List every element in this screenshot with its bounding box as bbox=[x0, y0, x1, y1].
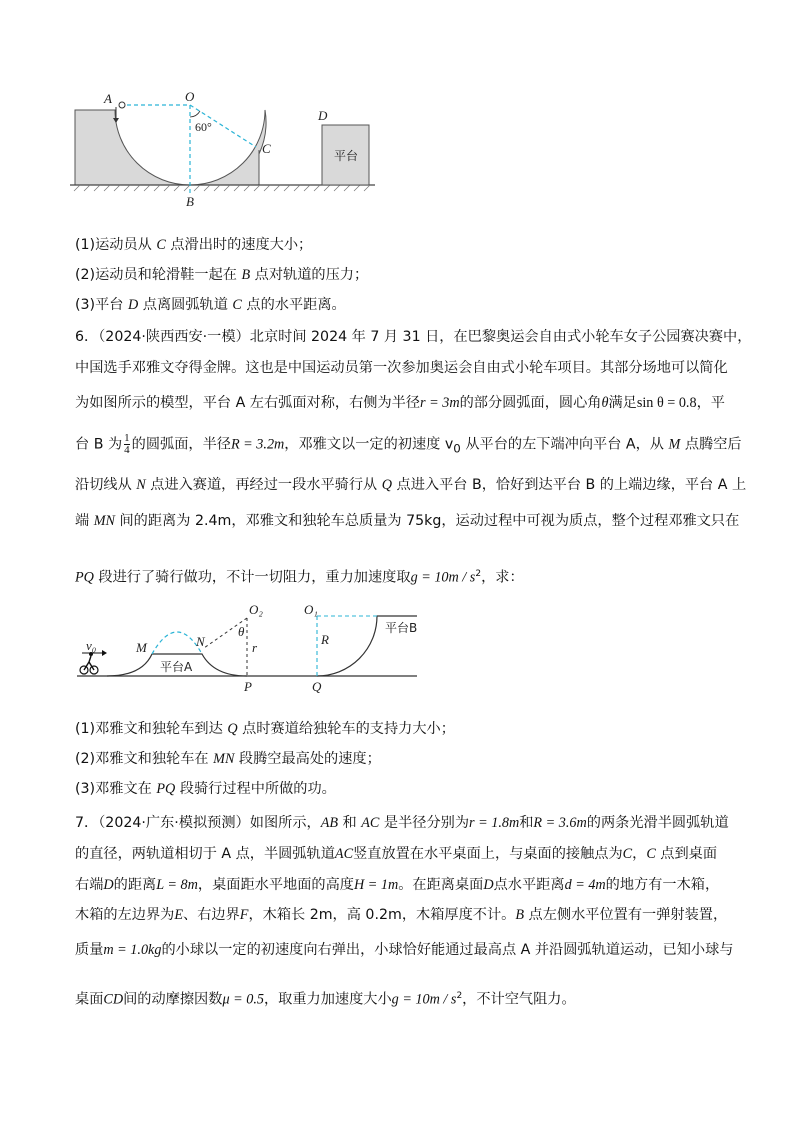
track-block bbox=[75, 110, 266, 185]
text: ，桌面距水平地面的高度 bbox=[197, 877, 354, 893]
var: Q bbox=[381, 477, 393, 493]
text: ，求： bbox=[481, 569, 524, 586]
text: 是半径分别为 bbox=[379, 815, 470, 831]
text: 中国选手邓雅文夺得金牌。这也是中国运动员第一次参加奥运会自由式小轮车项目。其部分场地可以简化 bbox=[75, 360, 728, 376]
part-text: 段腾空最高处的速度； bbox=[234, 751, 381, 767]
text: 、右边界 bbox=[183, 907, 240, 923]
subscript: 0 bbox=[453, 441, 461, 456]
part-number: (2) bbox=[75, 267, 96, 283]
q6-line-2 bbox=[75, 357, 755, 379]
question-number: 6． bbox=[75, 329, 99, 345]
text: 的小球以一定的初速度向右弹出，小球恰好能通过最高点 A 并沿圆弧轨道运动，已知小球与 bbox=[161, 942, 734, 958]
formula: sin θ = 0.8 bbox=[636, 395, 697, 411]
q7-line-5 bbox=[75, 939, 755, 961]
question-source: （2024·陕西西安·一模） bbox=[98, 329, 250, 345]
label-m: M bbox=[136, 640, 147, 655]
text: 桌面 bbox=[75, 991, 104, 1008]
q6-line-1 bbox=[75, 326, 755, 348]
part-text: 点离圆弧轨道 bbox=[138, 297, 233, 313]
text: 。在距离桌面 bbox=[398, 877, 484, 893]
formula: g = 10m / s bbox=[410, 569, 476, 586]
part-text: 平台 bbox=[95, 297, 128, 313]
text: ，木箱长 2m，高 0.2m，木箱厚度不计。 bbox=[248, 907, 516, 923]
var: N bbox=[136, 477, 146, 493]
var: C bbox=[622, 846, 633, 862]
part-text: 运动员和轮滑鞋一起在 bbox=[95, 267, 242, 283]
label-n: N bbox=[196, 634, 205, 649]
skater-icon bbox=[119, 102, 125, 108]
label-v0: v₀ bbox=[86, 638, 97, 653]
part-number: (2) bbox=[75, 751, 96, 767]
angle-arc bbox=[190, 111, 200, 117]
var: AC bbox=[361, 815, 380, 831]
text: 的距离 bbox=[113, 877, 157, 893]
part-var: MN bbox=[213, 751, 235, 767]
var: D bbox=[103, 877, 114, 893]
question-source: （2024·广东·模拟预测） bbox=[98, 815, 250, 831]
text: 质量 bbox=[75, 942, 104, 958]
q6-line-7 bbox=[75, 563, 755, 589]
var: C bbox=[646, 846, 656, 862]
formula: H = 1m bbox=[353, 877, 399, 893]
label-platform: 平台 bbox=[334, 149, 359, 163]
q6-line-6 bbox=[75, 510, 755, 532]
text: 为如图所示的模型，平台 A 左右弧面对称，右侧为半径 bbox=[75, 395, 421, 411]
text: 如图所示， bbox=[249, 815, 321, 831]
text: 沿切线从 bbox=[75, 477, 137, 493]
part-text: 点时赛道给独轮车的支持力大小； bbox=[237, 721, 455, 737]
q5-part-2 bbox=[75, 264, 755, 286]
var: F bbox=[239, 907, 249, 923]
label-o1: O₁ bbox=[304, 602, 318, 617]
part-var: D bbox=[128, 297, 139, 313]
text: 木箱的左边界为 bbox=[75, 907, 175, 923]
formula: R = 3.2m bbox=[230, 436, 285, 453]
var: PQ bbox=[75, 569, 94, 586]
label-d: D bbox=[318, 108, 328, 123]
label-q: Q bbox=[312, 679, 322, 694]
label-r: r bbox=[252, 640, 258, 655]
numerator: 1 bbox=[124, 432, 130, 444]
text: ， bbox=[632, 846, 647, 862]
formula: R = 3.6m bbox=[533, 815, 587, 831]
text: ，邓雅文以一定的初速度 v bbox=[284, 436, 454, 453]
text: 间的距离为 2.4m，邓雅文和独轮车总质量为 75kg，运动过程中可视为质点，整个过程邓雅文只在 bbox=[114, 513, 740, 529]
label-b: B bbox=[186, 194, 194, 209]
text: 和 bbox=[338, 815, 362, 831]
q5-part-1 bbox=[75, 234, 755, 256]
q6-line-3 bbox=[75, 392, 755, 414]
text: 段进行了骑行做功，不计一切阻力，重力加速度取 bbox=[93, 569, 411, 586]
label-platform-a: 平台A bbox=[160, 660, 193, 674]
label-platform-b: 平台B bbox=[385, 621, 418, 635]
var: E bbox=[174, 907, 183, 923]
text: 北京时间 2024 年 7 月 31 日，在巴黎奥运会自由式小轮车女子公园赛决赛中， bbox=[249, 329, 752, 345]
text: 的圆弧面，半径 bbox=[131, 436, 231, 453]
part-text: 运动员从 bbox=[95, 237, 157, 253]
var: D bbox=[483, 877, 494, 893]
part-number: (3) bbox=[75, 297, 96, 313]
q6-part-3 bbox=[75, 778, 755, 800]
jump-arc bbox=[152, 632, 202, 654]
text: ，平 bbox=[696, 395, 725, 411]
velocity-arrowhead bbox=[102, 650, 107, 656]
text: 点进入赛道，再经过一段水平骑行从 bbox=[145, 477, 382, 493]
q5-part-3 bbox=[75, 294, 755, 316]
figure-halfpipe bbox=[70, 88, 380, 213]
label-angle: 60° bbox=[195, 120, 212, 134]
text: 竖直放置在水平桌面上，与桌面的接触点为 bbox=[353, 846, 623, 862]
text: 点水平距离 bbox=[493, 877, 565, 893]
text: 点腾空后 bbox=[680, 436, 742, 453]
text: 右端 bbox=[75, 877, 104, 893]
q7-line-3 bbox=[75, 874, 755, 896]
part-var: B bbox=[241, 267, 251, 283]
formula: g = 10m / s bbox=[391, 991, 457, 1008]
text: 的部分圆弧面，圆心角 bbox=[459, 395, 602, 411]
superscript: 2 bbox=[475, 569, 482, 579]
text: 端 bbox=[75, 513, 94, 529]
part-var: C bbox=[156, 237, 166, 253]
text: 点到桌面 bbox=[655, 846, 718, 862]
q7-line-1 bbox=[75, 812, 755, 834]
var: AB bbox=[320, 815, 339, 831]
text: 的直径，两轨道相切于 A 点，半圆弧轨道 bbox=[75, 846, 335, 862]
q6-line-5 bbox=[75, 474, 755, 496]
formula: d = 4m bbox=[564, 877, 606, 893]
superscript: 2 bbox=[456, 991, 463, 1001]
formula: r = 1.8m bbox=[469, 815, 520, 831]
part-number: (3) bbox=[75, 781, 96, 797]
q6-part-1 bbox=[75, 718, 755, 740]
question-number: 7． bbox=[75, 815, 99, 831]
q6-line-4 bbox=[75, 433, 755, 459]
label-a: A bbox=[104, 91, 112, 106]
formula: r = 3m bbox=[420, 395, 460, 411]
part-text: 邓雅文在 bbox=[95, 781, 157, 797]
denominator: 4 bbox=[124, 444, 130, 456]
part-number: (1) bbox=[75, 237, 96, 253]
q6-part-2 bbox=[75, 748, 755, 770]
part-text: 点滑出时的速度大小； bbox=[165, 237, 313, 253]
text: ，取重力加速度大小 bbox=[263, 991, 392, 1008]
part-var: PQ bbox=[156, 781, 176, 797]
formula: m = 1.0kg bbox=[103, 942, 162, 958]
text: 台 B 为 bbox=[75, 436, 123, 453]
part-number: (1) bbox=[75, 721, 96, 737]
part-text: 段骑行过程中所做的功。 bbox=[175, 781, 336, 797]
cyclist-icon bbox=[80, 652, 98, 674]
ground-hatch bbox=[74, 185, 370, 191]
formula: θ bbox=[601, 395, 609, 411]
var: M bbox=[668, 436, 681, 453]
label-theta: θ bbox=[238, 624, 245, 639]
formula: μ = 0.5 bbox=[222, 991, 264, 1008]
var: CD bbox=[103, 991, 124, 1008]
fraction bbox=[124, 433, 130, 456]
text: 满足 bbox=[608, 395, 637, 411]
var: AC bbox=[334, 846, 354, 862]
label-o2: O₂ bbox=[249, 602, 263, 617]
q7-line-4 bbox=[75, 904, 755, 926]
var: MN bbox=[93, 513, 115, 529]
text: ，不计空气阻力。 bbox=[462, 991, 576, 1008]
text: 的地方有一木箱， bbox=[605, 877, 720, 893]
part-text: 邓雅文和独轮车到达 bbox=[95, 721, 228, 737]
formula: L = 8m bbox=[156, 877, 198, 893]
var: B bbox=[515, 907, 524, 923]
part-text: 点的水平距离。 bbox=[241, 297, 346, 313]
q7-line-2 bbox=[75, 843, 755, 865]
label-o: O bbox=[185, 89, 195, 104]
label-c: C bbox=[262, 141, 271, 156]
figure-bmx-track bbox=[72, 600, 432, 695]
label-p: P bbox=[244, 679, 252, 694]
text: 的两条光滑半圆弧轨道 bbox=[586, 815, 729, 831]
part-var: C bbox=[232, 297, 242, 313]
part-text: 点对轨道的压力； bbox=[250, 267, 369, 283]
text: 从平台的左下端冲向平台 A，从 bbox=[460, 436, 669, 453]
text: 点左侧水平位置有一弹射装置， bbox=[524, 907, 728, 923]
text: 点进入平台 B，恰好到达平台 B 的上端边缘，平台 A 上 bbox=[392, 477, 747, 493]
label-R: R bbox=[321, 632, 329, 647]
q7-line-6 bbox=[75, 985, 755, 1011]
part-text: 邓雅文和独轮车在 bbox=[95, 751, 214, 767]
part-var: Q bbox=[227, 721, 238, 737]
text: 和 bbox=[519, 815, 534, 831]
text: 间的动摩擦因数 bbox=[123, 991, 223, 1008]
